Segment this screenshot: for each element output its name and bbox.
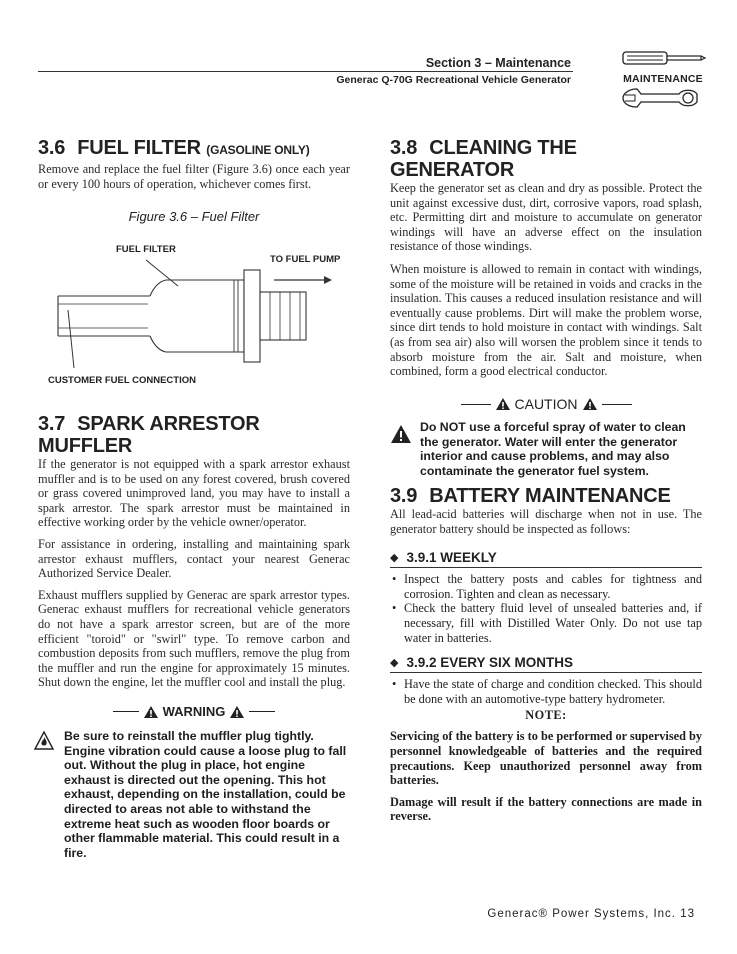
warning-rule-right [249, 711, 275, 712]
section-3-8-paragraph-2: When moisture is allowed to remain in contact with windings, some of the moisture will be retained in voids and cracks in the insulation. This causes a reduced insulation resistance and will eventually cause problems. Dirt will make the problem worse, since dirt tends to hold moisture in contact with windings. Salt (as from sea air) also will worsen the problem since it tends to absorb moisture from the air. Salt and moisture, when combined, form a good electrical conductor. [390, 261, 702, 379]
subsection-rule [390, 672, 702, 673]
subsection-weekly-heading [390, 550, 702, 565]
caution-box [390, 396, 702, 478]
six-months-list [390, 677, 702, 706]
section-3-7-heading [38, 413, 350, 457]
note-label: NOTE: [525, 708, 567, 723]
section-3-9 [390, 485, 702, 824]
page-footer: Generac® Power Systems, Inc. 13 [487, 908, 695, 920]
caution-content [390, 420, 702, 478]
note-paragraph-2: Damage will result if the battery connections are made in reverse. [390, 794, 702, 824]
note-paragraph-1: Servicing of the battery is to be performed or supervised by personnel knowledgeable of batteries and the required precautions. Keep unauthorized personnel away from batteries. [390, 729, 702, 788]
fuel-filter-figure [38, 240, 350, 390]
screwdriver-icon [617, 48, 709, 68]
list-item-text: Have the state of charge and condition checked. This should be done with an automotive-type battery hydrometer. [404, 677, 702, 706]
maintenance-label: MAINTENANCE [623, 73, 703, 85]
caution-heading [390, 396, 702, 412]
subsection-six-months-heading [390, 655, 702, 670]
list-item [390, 677, 702, 706]
warning-heading [38, 704, 350, 719]
section-number: 3.9 [390, 485, 418, 507]
bullet-dot: • [392, 572, 397, 587]
section-3-6-body: Remove and replace the fuel filter (Figure 3.6) once each year or every 100 hours of operation, whichever comes first. [38, 162, 350, 191]
warning-text: Be sure to reinstall the muffler plug tightly. Engine vibration could cause a loose plug to fall out. Without the plug in place, hot engine exhaust is directed out the opening. This hot exhaust, depending on the installation, could be directed to areas not able to withstand the extreme heat such as wooden floor boards or other flammable material. This could result in a fire. [64, 729, 347, 860]
warning-triangle-icon [143, 705, 159, 719]
section-3-6-heading [38, 137, 350, 161]
wrench-icon [617, 85, 709, 111]
bullet-dot: • [392, 601, 397, 616]
diamond-bullet-icon: ◆ [390, 657, 399, 670]
section-3-8 [390, 137, 702, 379]
caution-triangle-icon [390, 424, 412, 444]
list-item [390, 572, 702, 601]
caution-label: CAUTION [514, 396, 578, 412]
warning-rule-left [113, 711, 139, 712]
section-3-8-paragraph-1: Keep the generator set as clean and dry as possible. Protect the unit against excessive dust, dirt, corrosive vapors, road splash, etc. Permitting dirt and moisture to accumulate on generator windings will have an adverse effect on the insulation resistance of those windings. [390, 181, 702, 254]
header-section-title: Section 3 – Maintenance [425, 56, 571, 70]
section-3-7 [38, 413, 350, 690]
section-3-7-paragraph-2: For assistance in ordering, installing and maintaining spark arrestor exhaust mufflers, contact your nearest Generac Authorized Service Dealer. [38, 536, 350, 581]
subsection-rule [390, 567, 702, 568]
list-item-text: Inspect the battery posts and cables for tightness and corrosion. Tighten and clean as necessary. [404, 572, 702, 601]
section-3-7-paragraph-3: Exhaust mufflers supplied by Generac are spark arrestor types. Generac exhaust mufflers for recreational vehicle generators do not have a spark arrestor screen, but are of the more efficient "toroid" or "swirl" type. To remove carbon and combustion deposits from such mufflers, remove the plug from the muffler and run the engine for approximately 15 minutes. Shut down the engine, let the muffler cool and install the plug. [38, 587, 350, 690]
warning-triangle-icon [229, 705, 245, 719]
section-3-9-intro: All lead-acid batteries will discharge when not in use. The generator battery should be inspected as follows: [390, 507, 702, 536]
section-3-9-heading [390, 485, 702, 507]
diamond-bullet-icon: ◆ [390, 552, 399, 565]
section-number: 3.6 [38, 137, 66, 159]
fire-hazard-icon [34, 731, 54, 751]
subsection-title: 3.9.2 EVERY SIX MONTHS [406, 655, 574, 671]
section-title: BATTERY MAINTENANCE [429, 485, 671, 507]
section-number: 3.8 [390, 137, 418, 159]
caution-triangle-icon [582, 397, 598, 411]
caution-text: Do NOT use a forceful spray of water to clean the generator. Water will enter the generator interior and cause problems, and may also contaminate the generator fuel system. [420, 420, 686, 478]
header-rule [38, 71, 573, 72]
subsection-title: 3.9.1 WEEKLY [406, 550, 497, 566]
section-title: CLEANING THE GENERATOR [390, 137, 577, 181]
weekly-list [390, 572, 702, 645]
warning-label: WARNING [162, 704, 226, 719]
section-title-note: (GASOLINE ONLY) [206, 143, 310, 157]
warning-content [38, 729, 350, 860]
section-title: SPARK ARRESTOR MUFFLER [38, 413, 260, 457]
caution-rule-left [461, 404, 491, 405]
maintenance-badge [617, 48, 709, 116]
label-to-fuel-pump: TO FUEL PUMP [270, 254, 341, 265]
caution-rule-right [602, 404, 632, 405]
label-fuel-filter: FUEL FILTER [116, 244, 176, 255]
section-3-7-paragraph-1: If the generator is not equipped with a spark arrestor exhaust muffler and is to be used on any forest covered, brush covered or grass covered unimproved land, you may have to install a spark arrestor. The spark arrestor must be maintained in effective working order by the vehicle owner/operator. [38, 457, 350, 530]
list-item [390, 601, 702, 645]
label-customer-fuel-connection: CUSTOMER FUEL CONNECTION [48, 375, 196, 386]
warning-box [38, 704, 350, 860]
bullet-dot: • [392, 677, 397, 692]
section-3-6 [38, 137, 350, 191]
section-title: FUEL FILTER [77, 137, 201, 159]
figure-caption: Figure 3.6 – Fuel Filter [128, 209, 260, 224]
section-number: 3.7 [38, 413, 66, 435]
header-subtitle: Generac Q-70G Recreational Vehicle Generator [336, 74, 571, 86]
caution-triangle-icon [495, 397, 511, 411]
section-3-8-heading [390, 137, 702, 181]
list-item-text: Check the battery fluid level of unsealed batteries and, if necessary, fill with Distilled Water Only. Do not use tap water in batteries. [404, 601, 702, 645]
